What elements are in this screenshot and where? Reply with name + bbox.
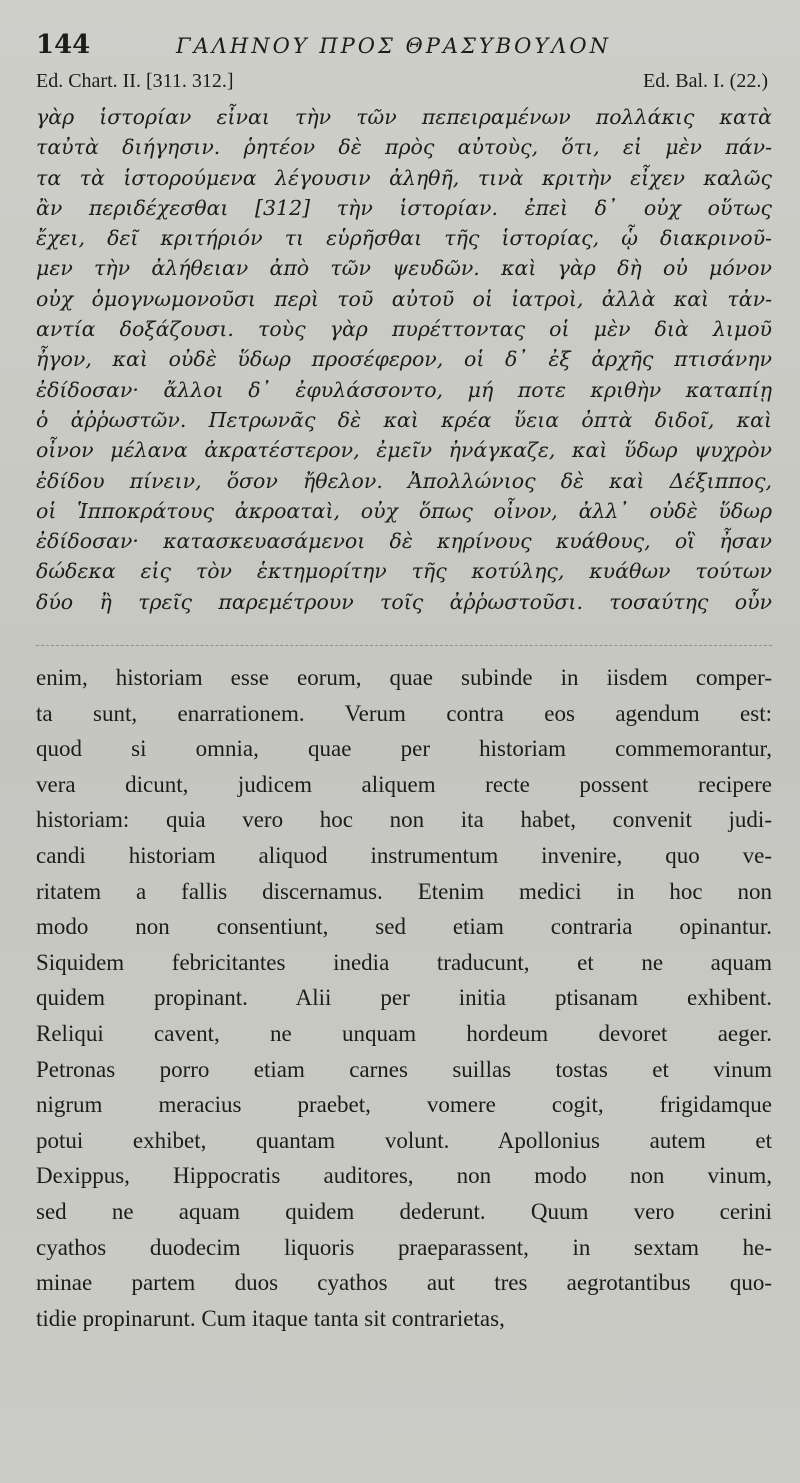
greek-text-line: αντία δοξάζουσι. τοὺς γὰρ πυρέττοντας οἱ μὲν διὰ λιμοῦ [36, 317, 772, 342]
greek-text-line: ἦγον, καὶ οὐδὲ ὕδωρ προσέφερον, οἱ δ᾽ ἐξ ἀρχῆς πτισάνην [36, 347, 772, 372]
latin-text-line: quidem propinant. Alii per initia ptisanam exhibent. [36, 985, 772, 1011]
latin-text-block [36, 660, 772, 1336]
running-title: ΓΑΛΗΝΟΥ ΠΡΟΣ ΘΡΑΣΥΒΟΥΛΟΝ [176, 34, 612, 58]
latin-text-line: historiam: quia vero hoc non ita habet, convenit judi- [36, 807, 772, 833]
greek-text-line: ἐδίδοσαν· κατασκευασάμενοι δὲ κηρίνους κυάθους, οἳ ἦσαν [36, 529, 772, 554]
running-head [36, 30, 772, 70]
greek-text-line: γὰρ ἱστορίαν εἶναι τὴν τῶν πεπειραμένων πολλάκις κατὰ [36, 105, 772, 129]
section-divider [36, 645, 772, 646]
greek-text-line: ἐδίδοσαν· ἄλλοι δ᾽ ἐφυλάσσοντο, μή ποτε κριθὴν καταπίῃ [36, 377, 772, 402]
edition-reference-line [36, 70, 772, 100]
latin-text-line: quod si omnia, quae per historiam commemorantur, [36, 736, 772, 762]
greek-text-line: δώδεκα εἰς τὸν ἑκτημορίτην τῆς κοτύλης, κυάθων τούτων [36, 559, 772, 584]
edition-reference-right: Ed. Bal. I. (22.) [643, 70, 768, 92]
latin-text-line: modo non consentiunt, sed etiam contraria opinantur. [36, 914, 772, 940]
greek-text-line: οἶνον μέλανα ἀκρατέστερον, ἐμεῖν ἠνάγκαζε, καὶ ὕδωρ ψυχρὸν [36, 438, 772, 463]
latin-text-line: Petronas porro etiam carnes suillas tostas et vinum [36, 1056, 772, 1082]
latin-text-line: ta sunt, enarrationem. Verum contra eos agendum est: [36, 700, 772, 726]
latin-text-line: Dexippus, Hippocratis auditores, non modo non vinum, [36, 1163, 772, 1189]
latin-text-line: Siquidem febricitantes inedia traducunt, et ne aquam [36, 949, 772, 975]
latin-text-line: candi historiam aliquod instrumentum invenire, quo ve- [36, 843, 772, 869]
latin-text-line: potui exhibet, quantam volunt. Apollonius autem et [36, 1127, 772, 1153]
greek-text-line: ἔχει, δεῖ κριτήριόν τι εὑρῆσθαι τῆς ἱστορίας, ᾧ διακρινοῦ- [36, 226, 772, 251]
latin-text-line: Reliqui cavent, ne unquam hordeum devoret aeger. [36, 1020, 772, 1046]
greek-text-line: ἂν περιδέχεσθαι [312] τὴν ἱστορίαν. ἐπεὶ δ᾽ οὐχ οὕτως [36, 195, 772, 220]
greek-text-line: ταὐτὰ διήγησιν. ῥητέον δὲ πρὸς αὐτοὺς, ὅτι, εἰ μὲν πάν- [36, 135, 772, 160]
page-number: 144 [36, 30, 91, 60]
greek-text-line: οὐχ ὁμογνωμονοῦσι περὶ τοῦ αὐτοῦ οἱ ἰατροὶ, ἀλλὰ καὶ τἀν- [36, 286, 772, 311]
latin-text-line: sed ne aquam quidem dederunt. Quum vero cerini [36, 1198, 772, 1224]
latin-text-line: tidie propinarunt. Cum itaque tanta sit contrarietas, [36, 1305, 505, 1331]
greek-text-line: δύο ἢ τρεῖς παρεμέτρουν τοῖς ἀῤῥωστοῦσι. τοσαύτης οὖν [36, 589, 772, 614]
greek-text-line: οἱ Ἱπποκράτους ἀκροαταὶ, οὐχ ὅπως οἶνον, ἀλλ᾽ οὐδὲ ὕδωρ [36, 498, 772, 523]
latin-text-line: minae partem duos cyathos aut tres aegrotantibus quo- [36, 1270, 772, 1296]
greek-text-line: τα τὰ ἱστορούμενα λέγουσιν ἀληθῆ, τινὰ κριτὴν εἶχεν καλῶς [36, 165, 772, 190]
latin-text-line: vera dicunt, judicem aliquem recte possent recipere [36, 771, 772, 797]
latin-text-line: enim, historiam esse eorum, quae subinde in iisdem comper- [36, 665, 772, 691]
latin-text-line: ritatem a fallis discernamus. Etenim medici in hoc non [36, 878, 772, 904]
greek-text-line: ἐδίδου πίνειν, ὅσον ἤθελον. Ἀπολλώνιος δὲ καὶ Δέξιππος, [36, 468, 772, 493]
greek-text-block [36, 102, 772, 617]
greek-text-line: μεν τὴν ἀλήθειαν ἀπὸ τῶν ψευδῶν. καὶ γὰρ δὴ οὐ μόνον [36, 256, 772, 281]
latin-text-line: nigrum meracius praebet, vomere cogit, frigidamque [36, 1092, 772, 1118]
greek-text-line: ὁ ἀῤῥωστῶν. Πετρωνᾶς δὲ καὶ κρέα ὕεια ὀπτὰ διδοῖ, καὶ [36, 407, 772, 432]
latin-text-line: cyathos duodecim liquoris praeparassent, in sextam he- [36, 1234, 772, 1260]
edition-reference-left: Ed. Chart. II. [311. 312.] [36, 70, 234, 92]
